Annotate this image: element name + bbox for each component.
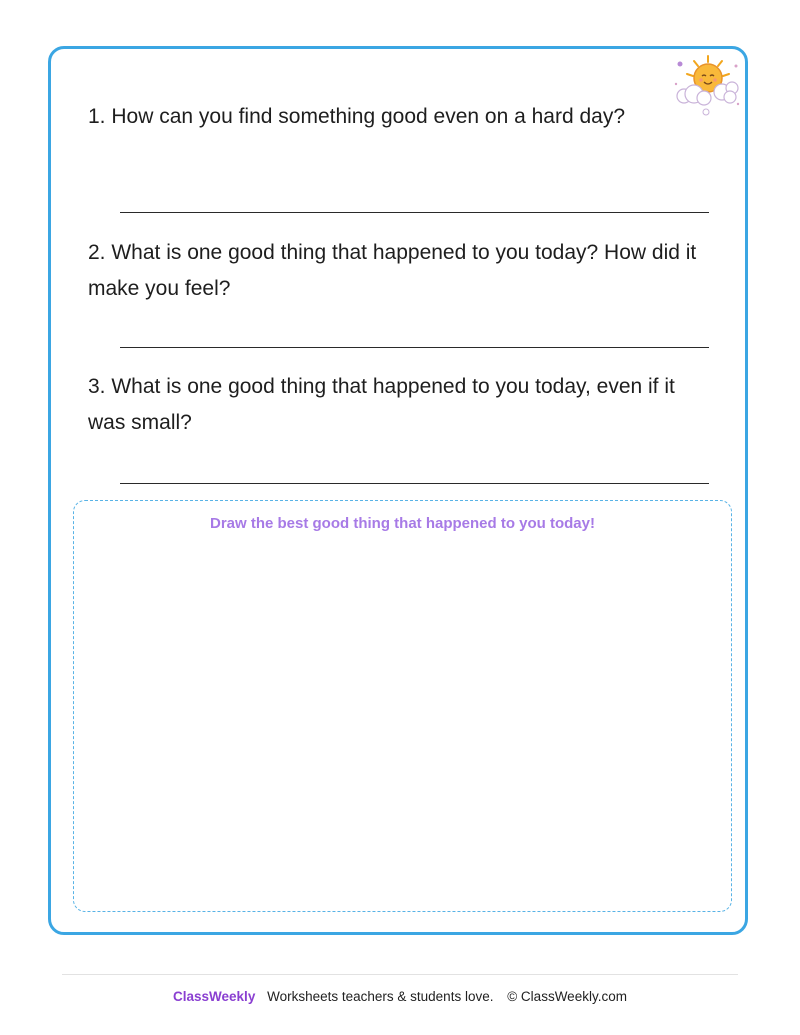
question-1-text: 1. How can you find something good even on a hard day?	[88, 105, 626, 128]
answer-line-2[interactable]	[120, 347, 709, 348]
question-2-text: 2. What is one good thing that happened to you today? How did it make you feel?	[88, 241, 697, 300]
footer-copyright: © ClassWeekly.com	[507, 989, 627, 1004]
footer	[0, 989, 800, 1004]
answer-line-3[interactable]	[120, 483, 709, 484]
drawing-box[interactable]	[73, 500, 732, 912]
footer-divider	[62, 974, 738, 975]
footer-tagline: Worksheets teachers & students love.	[267, 989, 494, 1004]
drawing-prompt: Draw the best good thing that happened to you today!	[210, 515, 595, 532]
footer-brand: ClassWeekly	[173, 989, 256, 1004]
question-3-text: 3. What is one good thing that happened to you today, even if it was small?	[88, 375, 675, 434]
answer-line-1[interactable]	[120, 212, 709, 213]
